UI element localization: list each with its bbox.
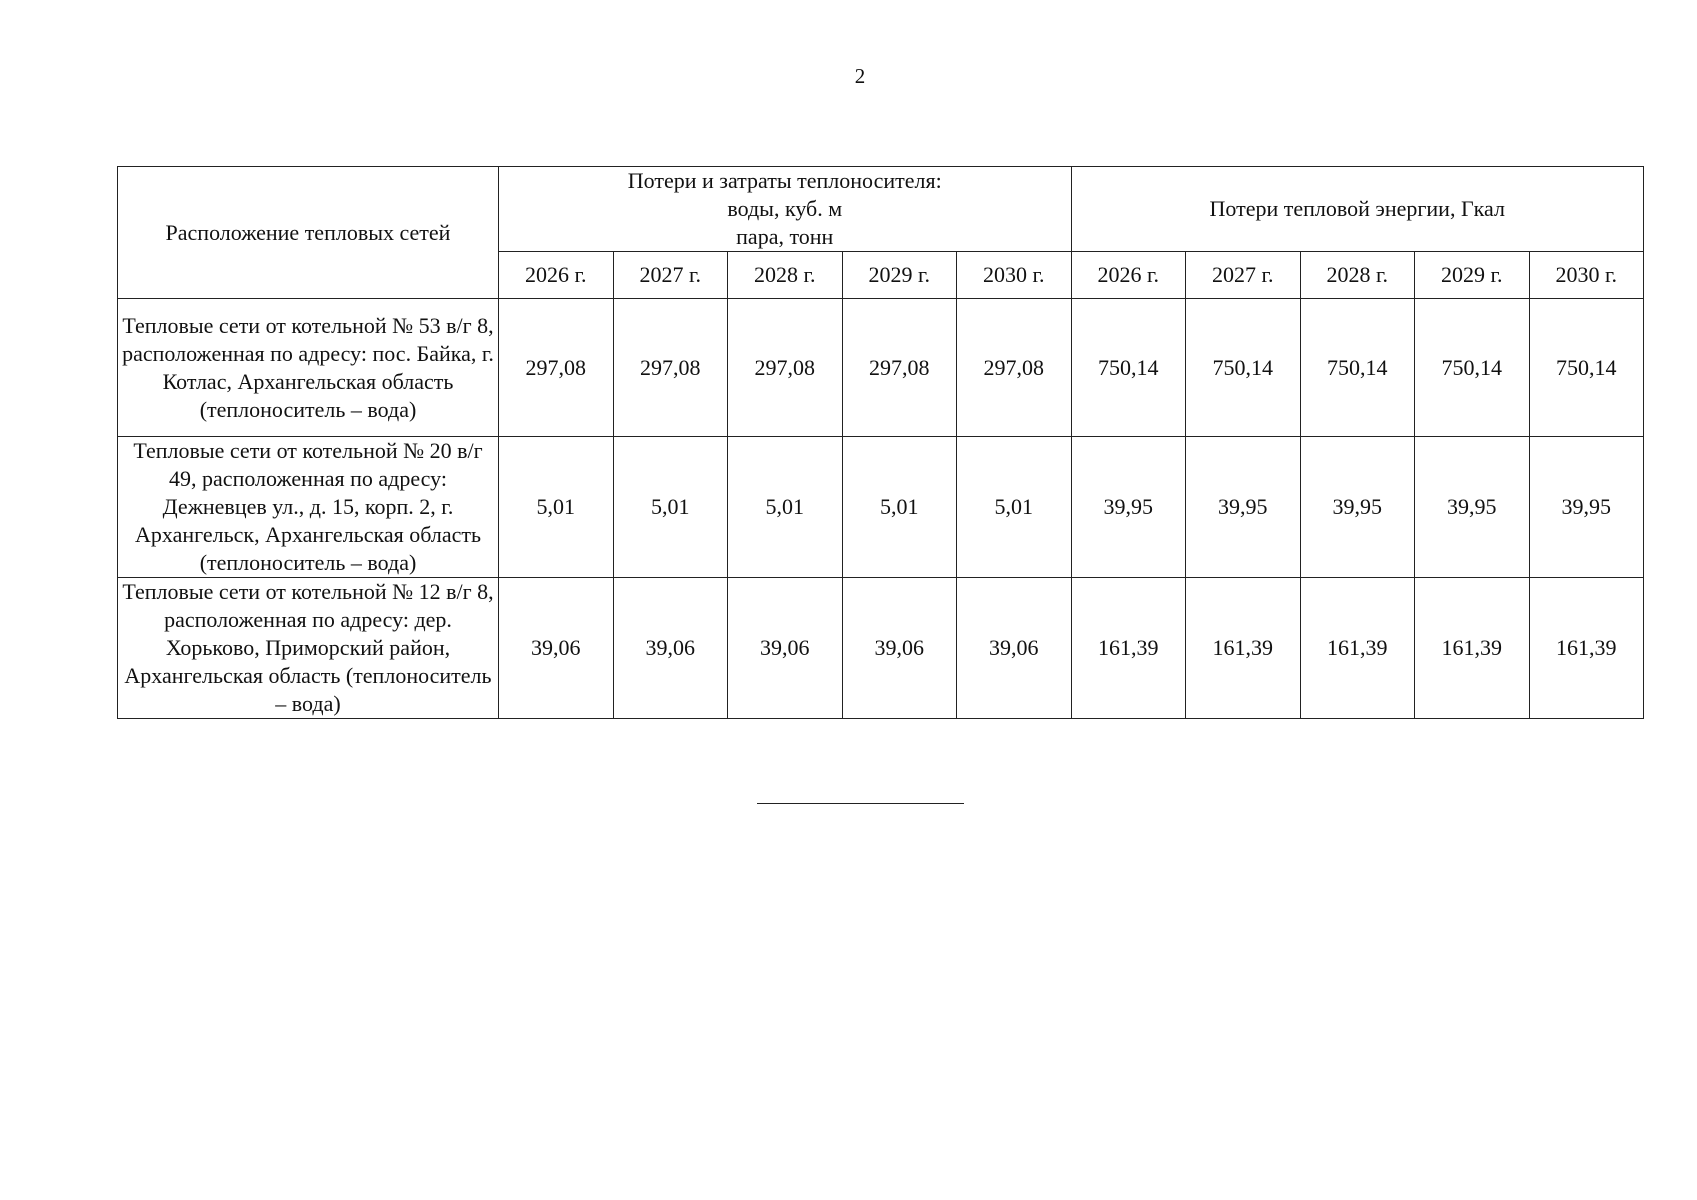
energy-value-cell: 750,14: [1186, 299, 1301, 437]
energy-year-header: 2027 г.: [1186, 252, 1301, 299]
energy-year-header: 2028 г.: [1300, 252, 1415, 299]
energy-value-cell: 39,95: [1186, 437, 1301, 578]
coolant-value-cell: 39,06: [613, 578, 728, 719]
coolant-value-cell: 297,08: [499, 299, 614, 437]
table-row: [118, 578, 1644, 719]
coolant-value-cell: 5,01: [499, 437, 614, 578]
table-row: [118, 437, 1644, 578]
energy-value-cell: 39,95: [1300, 437, 1415, 578]
page-number: 2: [854, 64, 866, 88]
coolant-value-cell: 39,06: [842, 578, 957, 719]
coolant-value-cell: 39,06: [957, 578, 1072, 719]
energy-year-header: 2030 г.: [1529, 252, 1644, 299]
coolant-value-cell: 39,06: [499, 578, 614, 719]
energy-value-cell: 161,39: [1186, 578, 1301, 719]
coolant-year-header: 2027 г.: [613, 252, 728, 299]
energy-year-header: 2029 г.: [1415, 252, 1530, 299]
coolant-value-cell: 5,01: [842, 437, 957, 578]
energy-value-cell: 161,39: [1529, 578, 1644, 719]
coolant-value-cell: 297,08: [613, 299, 728, 437]
location-cell: Тепловые сети от котельной № 53 в/г 8, расположенная по адресу: пос. Байка, г. Котлас, Архангельская область (теплоноситель – вода): [118, 299, 499, 437]
energy-value-cell: 39,95: [1071, 437, 1186, 578]
coolant-value-cell: 297,08: [957, 299, 1072, 437]
end-of-document-rule: [757, 803, 964, 804]
energy-value-cell: 750,14: [1415, 299, 1530, 437]
heat-losses-table: [117, 166, 1644, 719]
coolant-year-header: 2030 г.: [957, 252, 1072, 299]
group-header-row: [118, 167, 1644, 252]
energy-value-cell: 161,39: [1300, 578, 1415, 719]
table-row: [118, 299, 1644, 437]
energy-value-cell: 39,95: [1529, 437, 1644, 578]
energy-value-cell: 161,39: [1071, 578, 1186, 719]
energy-value-cell: 750,14: [1529, 299, 1644, 437]
coolant-year-header: 2028 г.: [728, 252, 843, 299]
coolant-value-cell: 297,08: [728, 299, 843, 437]
energy-value-cell: 750,14: [1071, 299, 1186, 437]
location-cell: Тепловые сети от котельной № 20 в/г 49, расположенная по адресу: Дежневцев ул., д. 15, корп. 2, г. Архангельск, Архангельская область (теплоноситель – вода): [118, 437, 499, 578]
coolant-value-cell: 5,01: [957, 437, 1072, 578]
energy-value-cell: 161,39: [1415, 578, 1530, 719]
energy-value-cell: 39,95: [1415, 437, 1530, 578]
energy-losses-header: Потери тепловой энергии, Гкал: [1071, 167, 1644, 252]
coolant-value-cell: 5,01: [613, 437, 728, 578]
coolant-losses-header: Потери и затраты теплоносителя: воды, куб. м пара, тонн: [499, 167, 1072, 252]
energy-value-cell: 750,14: [1300, 299, 1415, 437]
coolant-value-cell: 39,06: [728, 578, 843, 719]
coolant-value-cell: 297,08: [842, 299, 957, 437]
coolant-value-cell: 5,01: [728, 437, 843, 578]
coolant-year-header: 2026 г.: [499, 252, 614, 299]
location-cell: Тепловые сети от котельной № 12 в/г 8, расположенная по адресу: дер. Хорьково, Приморский район, Архангельская область (теплоноситель – вода): [118, 578, 499, 719]
energy-year-header: 2026 г.: [1071, 252, 1186, 299]
location-column-header: Расположение тепловых сетей: [118, 167, 499, 299]
coolant-year-header: 2029 г.: [842, 252, 957, 299]
